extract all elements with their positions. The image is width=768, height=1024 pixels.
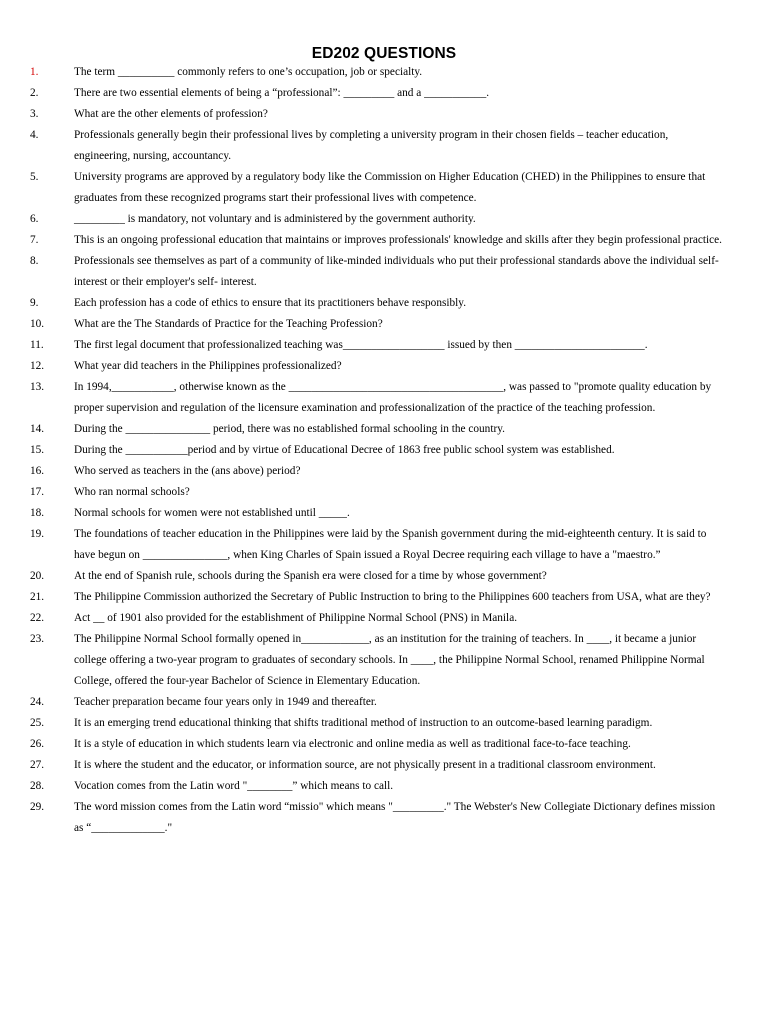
question-item [0, 104, 768, 125]
question-text: In 1994,___________, otherwise known as the ______________________________________, was passed to "promote quality education by proper supervision and regulation of the licensure examination and professionalization of the practice of the teaching profession. [74, 380, 712, 414]
question-number: 26. [30, 737, 45, 750]
question-text: It is an emerging trend educational thinking that shifts traditional method of instruction to an outcome-based learning paradigm. [74, 716, 653, 729]
question-item [0, 461, 768, 482]
question-text: _________ is mandatory, not voluntary and is administered by the government authority. [74, 212, 476, 225]
question-text: Professionals generally begin their professional lives by completing a university program in their chosen fields – teacher education, engineering, nursing, accountancy. [74, 128, 669, 162]
question-item [0, 83, 768, 104]
question-number: 9. [30, 296, 39, 309]
question-number: 14. [30, 422, 45, 435]
question-item [0, 440, 768, 461]
question-text: It is where the student and the educator, or information source, are not physically present in a traditional classroom environment. [74, 758, 656, 771]
question-text: Professionals see themselves as part of a community of like-minded individuals who put their professional standards above the individual self-interest or their employer's self- interest. [74, 254, 719, 288]
question-text: At the end of Spanish rule, schools during the Spanish era were closed for a time by whose government? [74, 569, 547, 582]
question-text: The first legal document that professionalized teaching was__________________ issued by then _______________________. [74, 338, 648, 351]
question-text: The word mission comes from the Latin word “missio" which means "_________." The Webster's New Collegiate Dictionary defines mission as “_____________." [74, 800, 716, 834]
question-number: 5. [30, 170, 39, 183]
question-list [0, 62, 768, 839]
question-number: 1. [30, 65, 39, 78]
question-text: What are the The Standards of Practice for the Teaching Profession? [74, 317, 383, 330]
question-item [0, 734, 768, 755]
question-text: The term __________ commonly refers to one’s occupation, job or specialty. [74, 65, 423, 78]
question-text: University programs are approved by a regulatory body like the Commission on Higher Education (CHED) in the Philippines to ensure that graduates from these recognized programs start their professional lives with competence. [74, 170, 706, 204]
question-number: 7. [30, 233, 39, 246]
question-number: 17. [30, 485, 45, 498]
question-number: 10. [30, 317, 45, 330]
question-number: 24. [30, 695, 45, 708]
question-item [0, 335, 768, 356]
question-text: It is a style of education in which students learn via electronic and online media as well as traditional face-to-face teaching. [74, 737, 631, 750]
question-item [0, 629, 768, 692]
question-item [0, 755, 768, 776]
question-number: 4. [30, 128, 39, 141]
question-text: Teacher preparation became four years only in 1949 and thereafter. [74, 695, 377, 708]
question-text: Act __ of 1901 also provided for the establishment of Philippine Normal School (PNS) in Manila. [74, 611, 518, 624]
question-number: 23. [30, 632, 45, 645]
question-item [0, 167, 768, 209]
question-item [0, 608, 768, 629]
question-item [0, 314, 768, 335]
question-number: 2. [30, 86, 39, 99]
question-item [0, 62, 768, 83]
question-number: 21. [30, 590, 45, 603]
question-text: What year did teachers in the Philippines professionalized? [74, 359, 342, 372]
question-item [0, 713, 768, 734]
page-title: ED202 QUESTIONS [311, 45, 457, 62]
question-text: Who ran normal schools? [74, 485, 190, 498]
question-number: 28. [30, 779, 45, 792]
question-number: 29. [30, 800, 45, 813]
question-item [0, 251, 768, 293]
question-text: The Philippine Normal School formally opened in____________, as an institution for the training of teachers. In ____, it became a junior college offering a two-year program to graduates of secondary schools. In ____, the Philippine Normal School, renamed Philippine Normal College, offered the four-year Bachelor of Science in Elementary Education. [74, 632, 705, 687]
question-number: 25. [30, 716, 45, 729]
question-number: 12. [30, 359, 45, 372]
question-text: Vocation comes from the Latin word "________” which means to call. [74, 779, 394, 792]
question-number: 13. [30, 380, 45, 393]
question-item [0, 776, 768, 797]
question-text: This is an ongoing professional education that maintains or improves professionals' knowledge and skills after they begin professional practice. [74, 233, 722, 246]
question-number: 18. [30, 506, 45, 519]
question-text: During the _______________ period, there was no established formal schooling in the country. [74, 422, 505, 435]
question-item [0, 293, 768, 314]
question-item [0, 692, 768, 713]
question-number: 27. [30, 758, 45, 771]
question-item [0, 230, 768, 251]
question-item [0, 566, 768, 587]
question-text: Each profession has a code of ethics to ensure that its practitioners behave responsibly. [74, 296, 467, 309]
question-number: 19. [30, 527, 45, 540]
question-number: 6. [30, 212, 39, 225]
question-text: The Philippine Commission authorized the Secretary of Public Instruction to bring to the Philippines 600 teachers from USA, what are they? [74, 590, 711, 603]
question-item [0, 209, 768, 230]
question-item [0, 419, 768, 440]
question-item [0, 377, 768, 419]
question-number: 11. [30, 338, 44, 351]
question-text: Normal schools for women were not established until _____. [74, 506, 350, 519]
question-text: During the ___________period and by virtue of Educational Decree of 1863 free public school system was established. [74, 443, 615, 456]
question-number: 20. [30, 569, 45, 582]
question-text: What are the other elements of profession? [74, 107, 268, 120]
question-item [0, 797, 768, 839]
question-number: 16. [30, 464, 45, 477]
question-number: 22. [30, 611, 45, 624]
question-item [0, 125, 768, 167]
question-number: 3. [30, 107, 39, 120]
question-text: The foundations of teacher education in the Philippines were laid by the Spanish government during the mid-eighteenth century. It is said to have begun on _______________, when King Charles of Spain issued a Royal Decree requiring each village to have a "maestro.” [74, 527, 707, 561]
question-item [0, 587, 768, 608]
question-number: 15. [30, 443, 45, 456]
question-item [0, 482, 768, 503]
question-item [0, 503, 768, 524]
question-number: 8. [30, 254, 39, 267]
question-text: Who served as teachers in the (ans above) period? [74, 464, 301, 477]
question-item [0, 524, 768, 566]
question-item [0, 356, 768, 377]
question-text: There are two essential elements of being a “professional”: _________ and a ___________. [74, 86, 490, 99]
